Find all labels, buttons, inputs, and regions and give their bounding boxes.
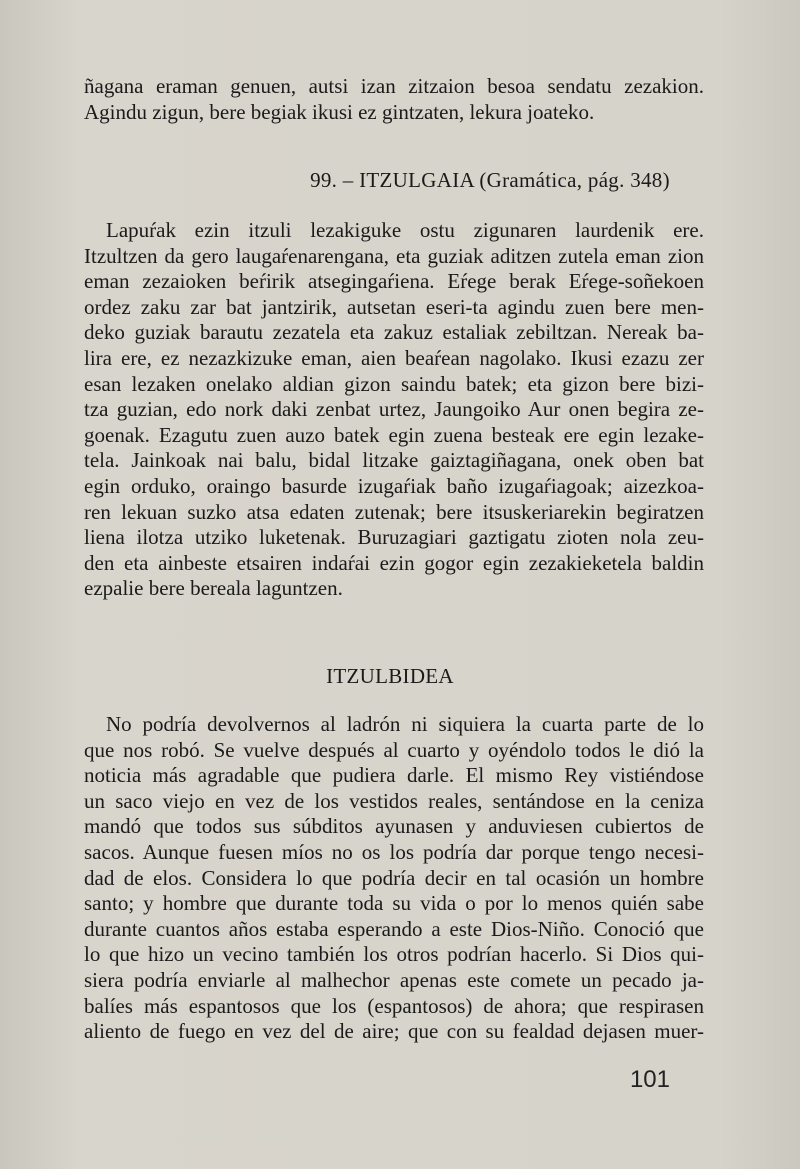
spanish-text bbox=[84, 712, 704, 1045]
text-line: lira ere, ez nezazkizuke eman, aien beaŕean nagolako. Ikusi ezazu zer bbox=[84, 345, 704, 370]
text-line: aliento de fuego en vez del de aire; que con su fealdad dejasen muer- bbox=[84, 1019, 704, 1044]
text-line: mandó que todos sus súbditos ayunasen y anduviesen cubiertos de bbox=[84, 814, 704, 839]
text-line: noticia más agradable que pudiera darle. El mismo Rey vistiéndose bbox=[84, 763, 704, 788]
text-line: tela. Jainkoak nai balu, bidal litzake gaiztagiñagana, onek oben bat bbox=[84, 448, 704, 473]
text-line: deko guziak barautu zezatela eta zakuz estaliak zebiltzan. Nereak ba- bbox=[84, 320, 704, 345]
text-line: Agindu zigun, bere begiak ikusi ez gintzaten, lekura joateko. bbox=[84, 99, 595, 124]
exercise-heading: 99. – ITZULGAIA (Gramática, pág. 348) bbox=[310, 168, 670, 192]
text-line: durante cuantos años estaba esperando a este Dios-Niño. Conoció que bbox=[84, 916, 704, 941]
page-number: 101 bbox=[629, 1066, 670, 1093]
spanish-paragraph bbox=[84, 712, 704, 1045]
text-line: Itzultzen da gero laugaŕenarengana, eta guziak aditzen zutela eman zion bbox=[84, 243, 704, 268]
text-line: sacos. Aunque fuesen míos no os los podría dar porque tengo necesi- bbox=[84, 839, 704, 864]
text-line: Lapuŕak ezin itzuli lezakiguke ostu zigunaren laurdenik ere. bbox=[106, 218, 704, 242]
basque-paragraph bbox=[84, 218, 704, 602]
text-line: siera podría enviarle al malhechor apenas este comete un pecado ja- bbox=[84, 967, 704, 992]
translation-heading: ITZULBIDEA bbox=[326, 664, 454, 688]
text-line: ordez zaku zar bat jantzirik, autsetan eseri-ta agindu zuen bere men- bbox=[84, 294, 704, 319]
text-line: liena ilotza utziko luketenak. Buruzagiari gaztigatu zioten nola zeu- bbox=[84, 525, 704, 550]
text-line: ezpalie bere bereala laguntzen. bbox=[84, 576, 343, 601]
text-line: eman zezaioken beŕirik atsegingaŕiena. Eŕege berak Eŕege-soñekoen bbox=[84, 269, 704, 294]
text-line: den eta ainbeste etsairen indaŕai ezin gogor egin zezakieketela baldin bbox=[84, 550, 704, 575]
text-line: goenak. Ezagutu zuen auzo batek egin zuena besteak ere egin lezake- bbox=[84, 422, 704, 447]
text-line: No podría devolvernos al ladrón ni siquiera la cuarta parte de lo bbox=[106, 712, 704, 736]
text-line: balíes más espantosos que los (espantosos) de ahora; que respirasen bbox=[84, 993, 704, 1018]
text-line: ren lekuan suzko atsa edaten zutenak; bere itsuskeriarekin begiratzen bbox=[84, 499, 704, 524]
text-line: esan lezaken onelako aldian gizon saindu batek; eta gizon bere bizi- bbox=[84, 371, 704, 396]
intro-paragraph bbox=[84, 74, 704, 125]
intro-text bbox=[84, 74, 704, 125]
text-line: dad de elos. Considera lo que podría decir en tal ocasión un hombre bbox=[84, 865, 704, 890]
text-line: ñagana eraman genuen, autsi izan zitzaion besoa sendatu zezakion. bbox=[84, 74, 704, 98]
text-line: lo que hizo un vecino también los otros podrían hacerlo. Si Dios qui- bbox=[84, 942, 704, 967]
basque-text bbox=[84, 218, 704, 602]
text-line: tza guzian, edo nork daki zenbat urtez, Jaungoiko Aur onen begira ze- bbox=[84, 397, 704, 422]
text-line: que nos robó. Se vuelve después al cuarto y oyéndolo todos le dió la bbox=[84, 737, 704, 762]
text-line: egin orduko, oraingo basurde izugaŕiak baño izugaŕiagoak; aizezkoa- bbox=[84, 473, 704, 498]
text-line: santo; y hombre que durante toda su vida o por lo menos quién sabe bbox=[84, 891, 704, 916]
text-line: un saco viejo en vez de los vestidos reales, sentándose en la ceniza bbox=[84, 788, 704, 813]
